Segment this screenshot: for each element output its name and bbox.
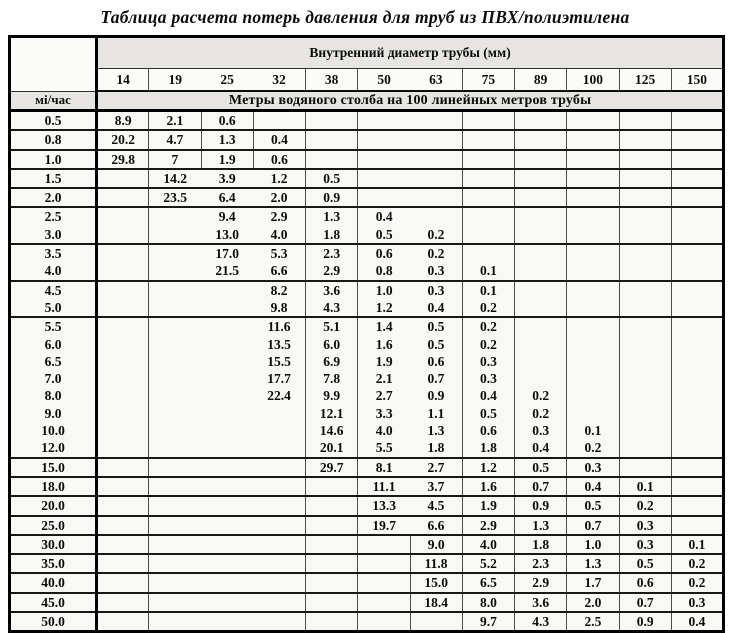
value-cell: 2.9 xyxy=(462,516,514,535)
diameter-col-75: 75 xyxy=(462,69,514,92)
value-cell xyxy=(97,554,149,573)
value-cell xyxy=(619,207,671,244)
value-cell xyxy=(149,554,306,573)
value-cell xyxy=(671,111,723,131)
value-cell xyxy=(306,111,358,131)
value-cell: 0.5 xyxy=(515,458,567,477)
flow-rate-cell: 0.5 xyxy=(10,111,97,131)
table-band xyxy=(10,535,724,554)
flow-unit-label: мі/час xyxy=(10,91,97,111)
table-band xyxy=(10,477,724,496)
value-cell xyxy=(515,281,567,318)
units-row xyxy=(10,91,724,111)
diameter-col-38: 38 xyxy=(306,69,358,92)
diameter-col-150: 150 xyxy=(671,69,723,92)
value-cell xyxy=(97,535,149,554)
value-cell: 1.7 xyxy=(567,573,619,592)
value-cell: 0.9 xyxy=(619,612,671,632)
value-cell: 1.2 xyxy=(462,458,514,477)
flow-rate-cell: 2.0 xyxy=(10,188,97,207)
value-cell: 9.7 xyxy=(462,612,514,632)
value-cell: 17.0 5.3 21.5 6.6 xyxy=(149,244,306,281)
subheader-label: Метры водяного столба на 100 линейных метров трубы xyxy=(97,91,724,111)
value-cell: 0.9 xyxy=(306,188,358,207)
value-cell xyxy=(619,169,671,188)
value-cell: 0.5 xyxy=(619,554,671,573)
value-cell: 0.1 0.2 xyxy=(462,281,514,318)
value-cell: 1.9 xyxy=(462,496,514,515)
value-cell xyxy=(358,169,463,188)
table-band xyxy=(10,317,724,457)
value-cell xyxy=(671,281,723,318)
diameter-header-row xyxy=(10,37,724,69)
value-cell xyxy=(149,573,306,592)
value-cell xyxy=(149,516,306,535)
value-cell xyxy=(462,169,514,188)
value-cell: 1.0 0.3 1.2 0.4 xyxy=(358,281,463,318)
value-cell: 0.9 xyxy=(515,496,567,515)
value-cell xyxy=(358,111,463,131)
value-cell xyxy=(306,554,358,573)
value-cell: 0.3 xyxy=(567,458,619,477)
value-cell xyxy=(462,130,514,149)
value-cell: 8.9 xyxy=(97,111,149,131)
value-cell: 0.7 xyxy=(515,477,567,496)
flow-rate-cell: 1.5 xyxy=(10,169,97,188)
value-cell: 11.8 xyxy=(410,554,462,573)
value-cell xyxy=(619,458,671,477)
value-cell: 0.4 xyxy=(671,612,723,632)
value-cell xyxy=(619,111,671,131)
value-cell: 8.2 9.8 xyxy=(149,281,306,318)
flow-rate-cell: 2.5 3.0 xyxy=(10,207,97,244)
value-cell xyxy=(358,593,410,612)
value-cell: 0.1 0.2 xyxy=(567,317,619,457)
value-cell: 19.7 6.6 xyxy=(358,516,463,535)
page-title: Таблица расчета потерь давления для труб из ПВХ/полиэтилена xyxy=(100,7,630,27)
value-cell: 0.5 xyxy=(306,169,358,188)
value-cell xyxy=(149,535,306,554)
value-cell xyxy=(515,130,567,149)
value-cell: 2.5 xyxy=(567,612,619,632)
flow-rate-cell: 30.0 xyxy=(10,535,97,554)
value-cell xyxy=(671,150,723,169)
diameter-col-14: 14 xyxy=(97,69,149,92)
value-cell: 0.3 xyxy=(619,516,671,535)
value-cell: 1.6 xyxy=(462,477,514,496)
table-band xyxy=(10,169,724,188)
value-cell: 2.0 xyxy=(567,593,619,612)
value-cell: 0.1 xyxy=(462,244,514,281)
table-band xyxy=(10,612,724,632)
table-band xyxy=(10,188,724,207)
value-cell xyxy=(97,169,149,188)
value-cell: 8.0 xyxy=(462,593,514,612)
table-band xyxy=(10,111,724,131)
diameter-col-125: 125 xyxy=(619,69,671,92)
value-cell xyxy=(567,111,619,131)
value-cell: 0.2 xyxy=(671,554,723,573)
value-cell: 5.1 6.0 6.9 7.8 9.9 12.1 14.6 20.1 xyxy=(306,317,358,457)
value-cell xyxy=(306,573,358,592)
value-cell: 3.6 xyxy=(515,593,567,612)
value-cell xyxy=(671,317,723,457)
value-cell xyxy=(671,458,723,477)
value-cell: 29.8 xyxy=(97,150,149,169)
flow-rate-cell: 18.0 xyxy=(10,477,97,496)
value-cell: 0.2 0.2 0.3 0.4 xyxy=(515,317,567,457)
value-cell: 1.8 xyxy=(515,535,567,554)
value-cell xyxy=(97,496,149,515)
diameter-col-50-63: 50 63 xyxy=(358,69,463,92)
value-cell: 1.9 xyxy=(201,150,253,169)
value-cell xyxy=(358,150,463,169)
value-cell xyxy=(149,593,306,612)
table-band xyxy=(10,573,724,592)
value-cell: 14.2 3.9 1.2 xyxy=(149,169,306,188)
value-cell xyxy=(567,130,619,149)
value-cell xyxy=(462,207,514,244)
table-band xyxy=(10,150,724,169)
value-cell xyxy=(515,188,567,207)
value-cell: 2.3 2.9 xyxy=(306,244,358,281)
value-cell: 6.5 xyxy=(462,573,514,592)
value-cell xyxy=(619,130,671,149)
value-cell: 29.7 xyxy=(306,458,358,477)
value-cell xyxy=(671,207,723,244)
value-cell: 18.4 xyxy=(410,593,462,612)
value-cell xyxy=(515,111,567,131)
flow-rate-cell: 35.0 xyxy=(10,554,97,573)
flow-rate-cell: 20.0 xyxy=(10,496,97,515)
value-cell xyxy=(358,130,463,149)
value-cell xyxy=(358,573,410,592)
value-cell xyxy=(567,188,619,207)
flow-rate-cell: 15.0 xyxy=(10,458,97,477)
flow-rate-cell: 25.0 xyxy=(10,516,97,535)
diameter-header: Внутренний диаметр трубы (мм) xyxy=(97,37,724,69)
value-cell: 0.4 xyxy=(253,130,305,149)
value-cell xyxy=(671,169,723,188)
value-cell xyxy=(567,207,619,244)
value-cell: 0.7 xyxy=(567,516,619,535)
value-cell: 0.7 xyxy=(619,593,671,612)
value-cell xyxy=(306,477,358,496)
value-cell: 11.6 13.5 15.5 17.7 22.4 xyxy=(149,317,306,457)
value-cell xyxy=(97,516,149,535)
flow-rate-cell: 40.0 xyxy=(10,573,97,592)
table-band xyxy=(10,281,724,318)
value-cell: 1.4 0.5 1.6 0.5 1.9 0.6 2.1 0.7 2.7 0.9 3.3 1.1 4.0 1.3 5.5 1.8 xyxy=(358,317,463,457)
value-cell: 4.0 xyxy=(462,535,514,554)
value-cell xyxy=(619,281,671,318)
value-cell xyxy=(515,150,567,169)
value-cell: 0.6 0.2 0.8 0.3 xyxy=(358,244,463,281)
flow-rate-cell: 45.0 xyxy=(10,593,97,612)
value-cell xyxy=(462,111,514,131)
value-cell xyxy=(97,593,149,612)
value-cell xyxy=(619,317,671,457)
value-cell xyxy=(671,516,723,535)
value-cell: 0.4 0.5 0.2 xyxy=(358,207,463,244)
value-cell xyxy=(671,130,723,149)
flow-rate-cell: 3.5 4.0 xyxy=(10,244,97,281)
table-band xyxy=(10,244,724,281)
value-cell: 0.5 xyxy=(567,496,619,515)
value-cell: 13.3 4.5 xyxy=(358,496,463,515)
value-cell: 0.2 xyxy=(619,496,671,515)
value-cell xyxy=(671,496,723,515)
value-cell: 1.0 xyxy=(567,535,619,554)
value-cell: 0.3 xyxy=(619,535,671,554)
value-cell: 0.3 xyxy=(671,593,723,612)
corner-cell xyxy=(10,37,97,92)
diameter-col-100: 100 xyxy=(567,69,619,92)
value-cell: 8.1 2.7 xyxy=(358,458,463,477)
value-cell xyxy=(306,496,358,515)
value-cell: 0.6 xyxy=(619,573,671,592)
value-cell xyxy=(671,244,723,281)
value-cell xyxy=(149,496,306,515)
value-cell xyxy=(619,150,671,169)
flow-rate-cell: 5.5 6.0 6.5 7.0 8.0 9.0 10.0 12.0 xyxy=(10,317,97,457)
value-cell: 9.4 2.9 13.0 4.0 xyxy=(149,207,306,244)
table-band xyxy=(10,458,724,477)
value-cell xyxy=(358,554,410,573)
flow-rate-cell: 50.0 xyxy=(10,612,97,632)
value-cell xyxy=(97,573,149,592)
value-cell xyxy=(97,188,149,207)
value-cell: 1.3 xyxy=(515,516,567,535)
diameter-col-89: 89 xyxy=(515,69,567,92)
value-cell xyxy=(149,477,306,496)
value-cell: 0.1 xyxy=(619,477,671,496)
value-cell xyxy=(97,317,149,457)
table-band xyxy=(10,593,724,612)
table-band xyxy=(10,496,724,515)
value-cell: 3.6 4.3 xyxy=(306,281,358,318)
value-cell: 0.2 xyxy=(671,573,723,592)
value-cell xyxy=(253,111,305,131)
value-cell xyxy=(567,150,619,169)
value-cell: 2.1 xyxy=(149,111,201,131)
value-cell: 9.0 xyxy=(410,535,462,554)
value-cell: 20.2 xyxy=(97,130,149,149)
value-cell xyxy=(149,612,306,632)
value-cell xyxy=(567,169,619,188)
value-cell xyxy=(306,150,358,169)
value-cell xyxy=(306,593,358,612)
value-cell xyxy=(149,458,306,477)
value-cell: 23.5 6.4 2.0 xyxy=(149,188,306,207)
value-cell xyxy=(619,244,671,281)
value-cell: 2.9 xyxy=(515,573,567,592)
value-cell: 4.7 xyxy=(149,130,201,149)
value-cell xyxy=(410,612,462,632)
value-cell: 0.4 xyxy=(567,477,619,496)
value-cell xyxy=(462,150,514,169)
value-cell xyxy=(567,281,619,318)
value-cell: 1.3 xyxy=(567,554,619,573)
value-cell xyxy=(671,188,723,207)
value-cell xyxy=(97,612,149,632)
value-cell xyxy=(97,207,149,244)
value-cell xyxy=(671,477,723,496)
value-cell: 2.3 xyxy=(515,554,567,573)
value-cell: 0.6 xyxy=(201,111,253,131)
table-band xyxy=(10,130,724,149)
value-cell xyxy=(358,535,410,554)
value-cell: 0.1 xyxy=(671,535,723,554)
value-cell xyxy=(567,244,619,281)
value-cell: 11.1 3.7 xyxy=(358,477,463,496)
value-cell: 0.6 xyxy=(253,150,305,169)
table-band xyxy=(10,207,724,244)
diameter-col-19-25-32: 19 25 32 xyxy=(149,69,306,92)
table-band xyxy=(10,554,724,573)
value-cell xyxy=(462,188,514,207)
table-band xyxy=(10,516,724,535)
flow-rate-cell: 0.8 xyxy=(10,130,97,149)
value-cell: 7 xyxy=(149,150,201,169)
pressure-loss-table xyxy=(8,35,725,633)
value-cell xyxy=(515,207,567,244)
value-cell: 0.2 0.2 0.3 0.3 0.4 0.5 0.6 1.8 xyxy=(462,317,514,457)
value-cell xyxy=(515,244,567,281)
value-cell xyxy=(306,535,358,554)
value-cell xyxy=(97,477,149,496)
flow-rate-cell: 4.5 5.0 xyxy=(10,281,97,318)
value-cell xyxy=(97,244,149,281)
value-cell xyxy=(358,612,410,632)
diameter-values-row xyxy=(10,69,724,92)
value-cell: 4.3 xyxy=(515,612,567,632)
value-cell xyxy=(619,188,671,207)
flow-rate-cell: 1.0 xyxy=(10,150,97,169)
value-cell xyxy=(358,188,463,207)
value-cell xyxy=(306,130,358,149)
value-cell: 1.3 xyxy=(201,130,253,149)
value-cell: 15.0 xyxy=(410,573,462,592)
value-cell xyxy=(306,612,358,632)
value-cell xyxy=(97,458,149,477)
value-cell xyxy=(306,516,358,535)
value-cell xyxy=(97,281,149,318)
value-cell: 5.2 xyxy=(462,554,514,573)
value-cell xyxy=(515,169,567,188)
value-cell: 1.3 1.8 xyxy=(306,207,358,244)
